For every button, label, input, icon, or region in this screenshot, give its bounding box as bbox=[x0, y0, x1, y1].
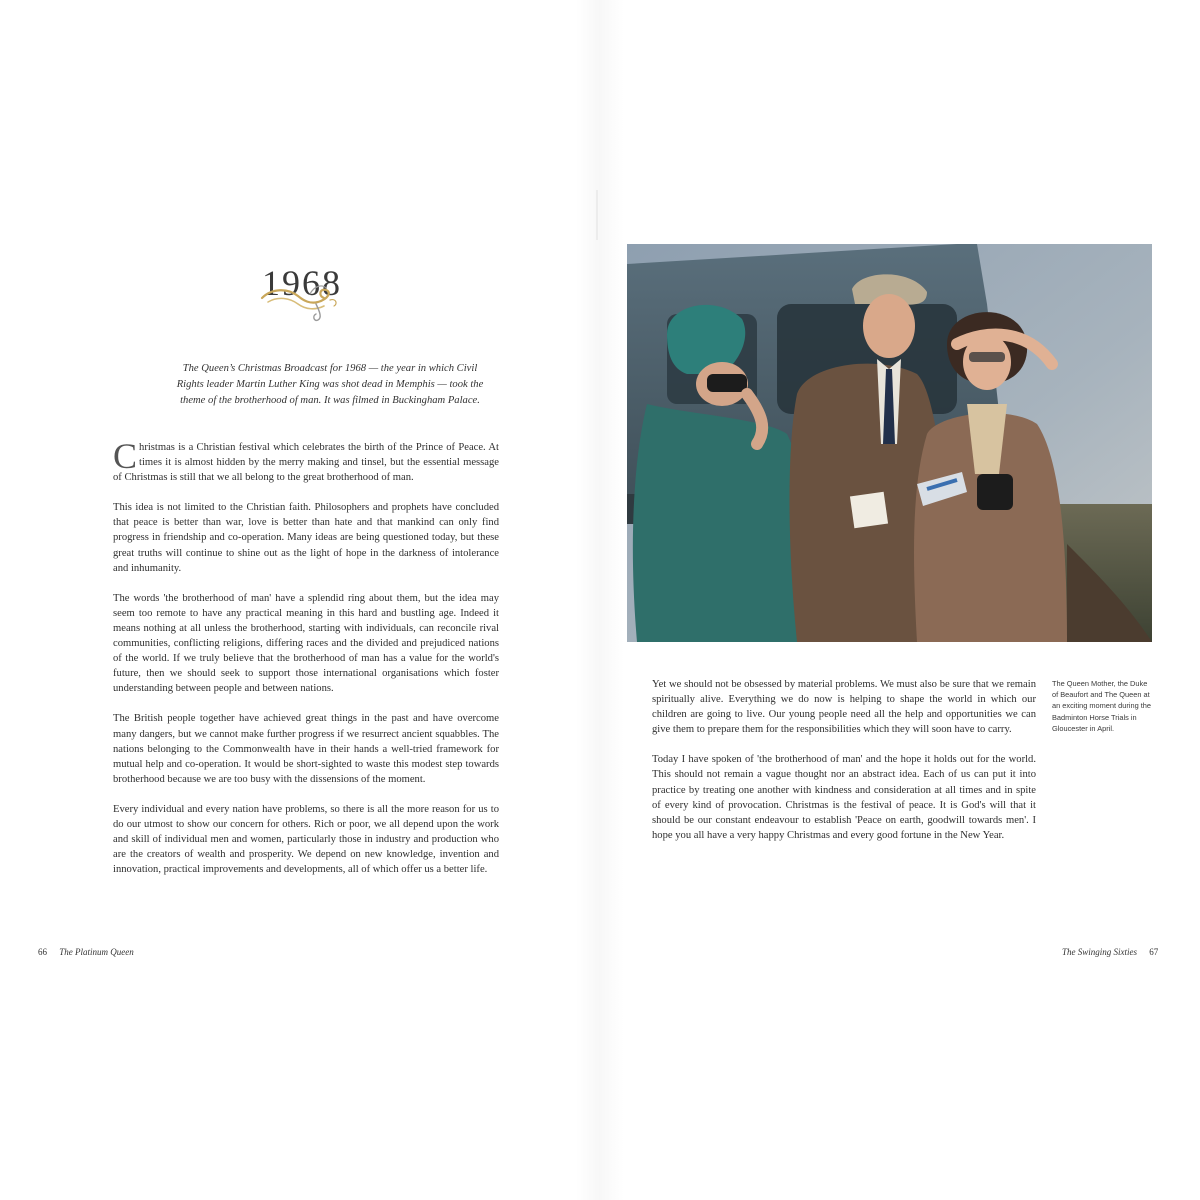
body-paragraph: This idea is not limited to the Christian faith. Philosophers and prophets have concluded that peace is better than war, love is better than hate and that mankind can only find progress in friendship and co-operation. Many ideas are being questioned today, but these great truths will continue to shine out as the light of hope in the darkness of intolerance and inhumanity. bbox=[113, 502, 499, 574]
page-number: 67 bbox=[1149, 947, 1159, 957]
left-body-text bbox=[113, 436, 499, 892]
photo-illustration bbox=[627, 244, 1152, 642]
body-paragraph: The British people together have achieved great things in the past and have overcome many dangers, but we cannot make further progress if we resurrect ancient squabbles. The nations belonging to the Commonwealth have in their hands a well-tried framework for mutual help and co-operation. It would be short-sighted to waste this modest step towards brotherhood because we are too busy with the dissensions of the moment. bbox=[113, 713, 499, 785]
ornament-flourish-icon bbox=[258, 282, 342, 322]
running-title: The Swinging Sixties bbox=[1062, 947, 1137, 957]
drop-cap: C bbox=[113, 436, 138, 476]
running-title: The Platinum Queen bbox=[59, 947, 134, 957]
body-paragraph: Christmas is a Christian festival which celebrates the birth of the Prince of Peace. At times it is almost hidden by the merry making and tinsel, but the essential message of Christmas is still that we all belong to the great brotherhood of man. bbox=[113, 436, 499, 484]
right-footer bbox=[1062, 947, 1158, 957]
body-paragraph: The words 'the brotherhood of man' have a splendid ring about them, but the idea may seem too remote to have any practical meaning in this hard and bustling age. Indeed it means nothing at all unless the brotherhood, starting with individuals, can reconcile rival communities, conflicting religions, differing races and the divided and prejudiced nations of the world. If we truly believe that the brotherhood of man has a value for the world's future, then we should seek to support those international organisations which foster understanding between people and between nations. bbox=[113, 592, 499, 695]
year-heading: 1968 bbox=[262, 263, 342, 304]
body-paragraph: Today I have spoken of 'the brotherhood of man' and the hope it holds out for the world. This should not remain a vague thought nor an abstract idea. Each of us can put it into practice by treating one another with kindness and consideration at all times and in spite of every kind of provocation. Christmas is the festival of peace. It is God's will that it should be our constant endeavour to establish 'Peace on earth, goodwill towards men'. I hope you all have a very happy Christmas and every good fortune in the New Year. bbox=[652, 754, 1036, 841]
photo-caption: The Queen Mother, the Duke of Beaufort and The Queen at an exciting moment during the Badminton Horse Trials in Gloucester in April. bbox=[1052, 679, 1152, 733]
page-number: 66 bbox=[38, 947, 47, 957]
gutter-shadow bbox=[596, 190, 598, 240]
left-footer bbox=[38, 947, 134, 957]
body-paragraph: Every individual and every nation have problems, so there is all the more reason for us to do our utmost to show our concern for others. Rich or poor, we all depend upon the work and skill of individual men and women, particularly those in industry and production who are the creators of wealth and prosperity. We depend on new knowledge, invention and innovation, practical improvements and developments, all of which offer us a better life. bbox=[113, 803, 499, 876]
right-body-text bbox=[652, 677, 1036, 858]
body-paragraph: Yet we should not be obsessed by material problems. We must also be sure that we remain spiritually alive. Everything we do now is helping to shape the world in which our children are going to live. Our young people need all the help and opportunities we can give them to prepare them for the responsibilities which they will soon have to carry. bbox=[652, 679, 1036, 736]
intro-italic-text: The Queen’s Christmas Broadcast for 1968 — the year in which Civil Rights leader Martin Luther King was shot dead in Memphis — took the theme of the brotherhood of man. It was filmed in Buckingham Palace. bbox=[176, 362, 484, 407]
photograph bbox=[627, 244, 1152, 642]
